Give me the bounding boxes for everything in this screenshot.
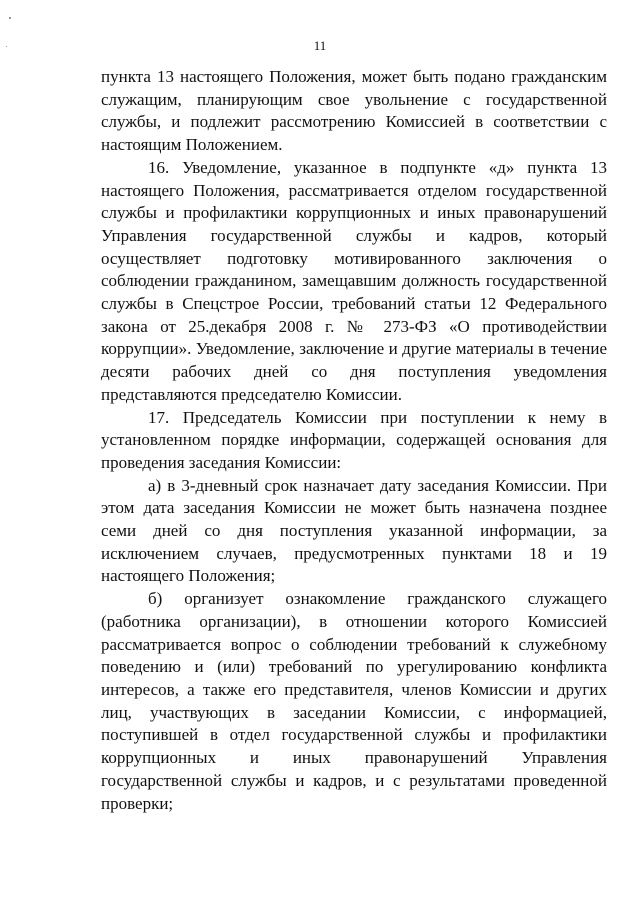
paragraph-16: 16. Уведомление, указанное в подпункте «д» пункта 13 настоящего Положения, рассматривается отделом государственной службы и профилактики коррупционных и иных правонарушений Управления государственной службы и кадров, который осуществляет подготовку мотивированного заключения о соблюдении гражданином, замещавшим должность государственной службы в Спецстрое России, требований статьи 12 Федерального закона от 25.декабря 2008 г. № 273-ФЗ «О противодействии коррупции». Уведомление, заключение и другие материалы в течение десяти рабочих дней со дня поступления уведомления представляются председателю Комиссии. bbox=[101, 157, 607, 404]
page-number: 11 bbox=[313, 38, 327, 53]
paragraph-17b: б) организует ознакомление гражданского служащего (работника организации), в отношении которого Комиссией рассматривается вопрос о соблюдении требований к служебному поведению и (или) требований по урегулированию конфликта интересов, а также его представителя, членов Комиссии и других лиц, участвующих в заседании Комиссии, с информацией, поступившей в отдел государственной службы и профилактики коррупционных и иных правонарушений Управления государственной службы и кадров, и с результатами проведенной проверки; bbox=[101, 589, 607, 813]
paragraph-continuation: пункта 13 настоящего Положения, может быть подано гражданским служащим, планирующим свое увольнение с государственной службы, и подлежит рассмотрению Комиссией в соответствии с настоящим Положением. bbox=[101, 67, 607, 155]
paragraph-17: 17. Председатель Комиссии при поступлении к нему в установленном порядке информации, содержащей основания для проведения заседания Комиссии: bbox=[101, 407, 607, 472]
document-body bbox=[101, 66, 607, 815]
paragraph-17a: а) в 3-дневный срок назначает дату заседания Комиссии. При этом дата заседания Комиссии не может быть назначена позднее семи дней со дня поступления указанной информации, за исключением случаев, предусмотренных пунктами 18 и 19 настоящего Положения; bbox=[101, 475, 607, 586]
scan-mark bbox=[9, 17, 11, 19]
